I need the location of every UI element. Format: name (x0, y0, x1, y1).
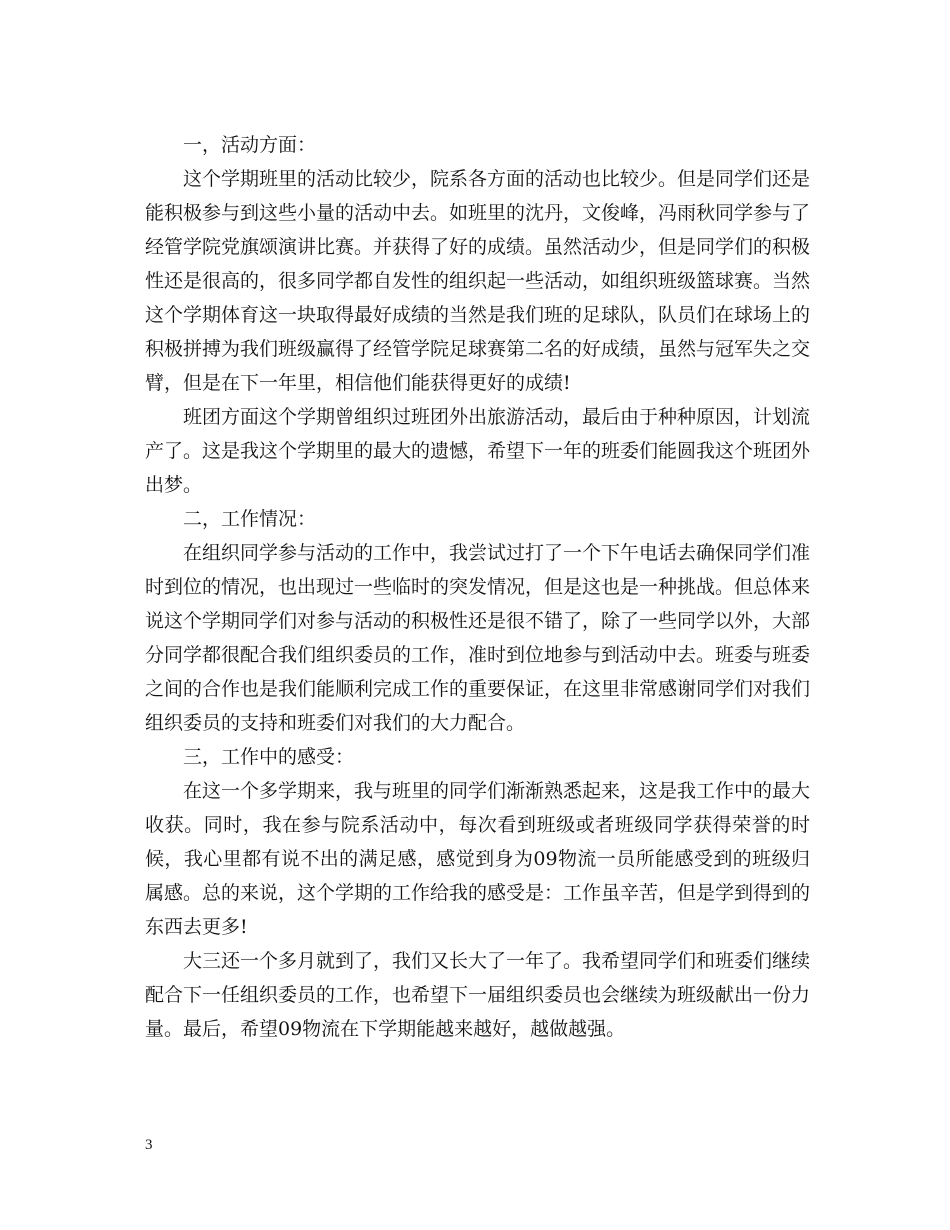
section-heading-activities: 一，活动方面： (183, 134, 317, 156)
paragraph-activities: 这个学期班里的活动比较少，院系各方面的活动也比较少。但是同学们还是能积极参与到这些小量的活动中去。如班里的沈丹，文俊峰，冯雨秋同学参与了经管学院党旗颂演讲比赛。并获得了好的成绩。虽然活动少，但是同学们的积极性还是很高的，很多同学都自发性的组织起一些活动，如组织班级篮球赛。当然这个学期体育这一块取得最好成绩的当然是我们班的足球队，队员们在球场上的积极拼搏为我们班级赢得了经管学院足球赛第二名的好成绩，虽然与冠军失之交臂，但是在下一年里，相信他们能获得更好的成绩! (145, 168, 811, 394)
page-number: 3 (145, 1137, 153, 1153)
paragraph-feelings: 在这一个多学期来，我与班里的同学们渐渐熟悉起来，这是我工作中的最大收获。同时，我在参与院系活动中，每次看到班级或者班级同学获得荣誉的时候，我心里都有说不出的满足感，感觉到身为09物流一员所能感受到的班级归属感。总的来说，这个学期的工作给我的感受是：工作虽辛苦，但是学到得到的东西去更多! (145, 780, 811, 938)
paragraph-class-league: 班团方面这个学期曾组织过班团外出旅游活动，最后由于种种原因，计划流产了。这是我这个学期里的最大的遗憾，希望下一年的班委们能圆我这个班团外出梦。 (145, 406, 811, 496)
section-heading-feelings: 三，工作中的感受： (183, 746, 355, 768)
paragraph-closing: 大三还一个多月就到了，我们又长大了一年了。我希望同学们和班委们继续配合下一任组织委员的工作，也希望下一届组织委员也会继续为班级献出一份力量。最后，希望09物流在下学期能越来越好，越做越强。 (145, 950, 811, 1040)
section-heading-work: 二，工作情况： (183, 508, 317, 530)
document-body (145, 128, 810, 1046)
paragraph-work: 在组织同学参与活动的工作中，我尝试过打了一个下午电话去确保同学们准时到位的情况，也出现过一些临时的突发情况，但是这也是一种挑战。但总体来说这个学期同学们对参与活动的积极性还是很不错了，除了一些同学以外，大部分同学都很配合我们组织委员的工作，准时到位地参与到活动中去。班委与班委之间的合作也是我们能顺利完成工作的重要保证，在这里非常感谢同学们对我们组织委员的支持和班委们对我们的大力配合。 (145, 542, 811, 734)
